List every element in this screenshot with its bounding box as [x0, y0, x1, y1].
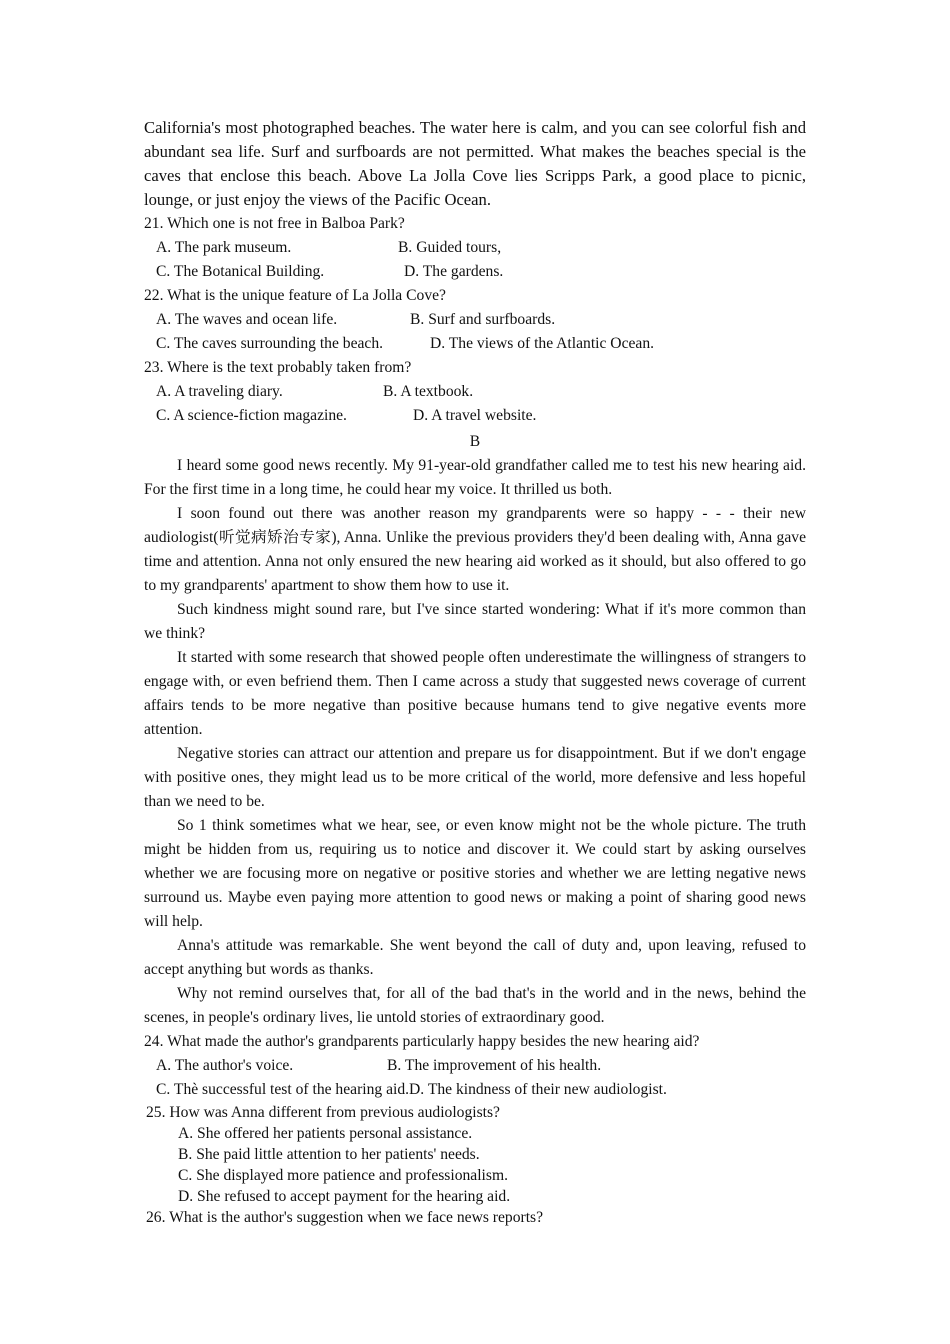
question-23 [144, 356, 806, 428]
option-a: A. A traveling diary. [156, 383, 283, 400]
option-c: C. The Botanical Building. [156, 263, 325, 280]
question-26 [144, 1207, 806, 1228]
passage-paragraph: It started with some research that showed people often underestimate the willingness of strangers to engage with, or even befriend them. Then I came across a study that suggested news coverage of current affairs tends to be more negative than positive because humans tend to give negative events more attention. [144, 649, 806, 738]
question-stem: 25. How was Anna different from previous audiologists? [146, 1104, 500, 1121]
option-d: D. The views of the Atlantic Ocean. [430, 335, 655, 352]
option-c: C. The caves surrounding the beach. [156, 335, 384, 352]
option-c: C. She displayed more patience and professionalism. [178, 1167, 508, 1184]
question-stem: 23. Where is the text probably taken from? [144, 359, 412, 376]
section-b-heading: B [469, 433, 481, 450]
passage-paragraph: I soon found out there was another reason my grandparents were so happy - - - their new audiologist(听觉病矫治专家), Anna. Unlike the previous providers they'd been dealing with, Anna gave time and attention. Anna not only ensured the new hearing aid worked as it should, but also offered to go to my grandparents' apartment to show them how to use it. [144, 505, 806, 594]
passage-a-tail: California's most photographed beaches. The water here is calm, and you can see colorful fish and abundant sea life. Surf and surfboards are not permitted. What makes the beaches special is the caves that enclose this beach. Above La Jolla Cove lies Scripps Park, a good place to picnic, lounge, or just enjoy the views of the Pacific Ocean. [144, 118, 806, 209]
option-d: D. The gardens. [404, 263, 504, 280]
option-b: B. Surf and surfboards. [410, 311, 556, 328]
option-a: A. The park museum. [156, 239, 292, 256]
option-b: B. A textbook. [383, 383, 474, 400]
option-b: B. The improvement of his health. [387, 1057, 602, 1074]
question-stem: 22. What is the unique feature of La Jolla Cove? [144, 287, 446, 304]
question-21 [144, 212, 806, 284]
option-b: B. She paid little attention to her patients' needs. [178, 1146, 480, 1163]
passage-paragraph: Anna's attitude was remarkable. She went beyond the call of duty and, upon leaving, refused to accept anything but words as thanks. [144, 937, 806, 978]
option-c-and-d: C. Thè successful test of the hearing aid.D. The kindness of their new audiologist. [156, 1081, 667, 1098]
question-stem: 26. What is the author's suggestion when we face news reports? [146, 1209, 544, 1226]
passage-paragraph: Why not remind ourselves that, for all of the bad that's in the world and in the news, behind the scenes, in people's ordinary lives, lie untold stories of extraordinary good. [144, 985, 806, 1026]
passage-paragraph: I heard some good news recently. My 91-year-old grandfather called me to test his new hearing aid. For the first time in a long time, he could hear my voice. It thrilled us both. [144, 457, 806, 498]
option-a: A. She offered her patients personal assistance. [178, 1125, 473, 1142]
option-a: A. The waves and ocean life. [156, 311, 338, 328]
option-d: D. A travel website. [413, 407, 537, 424]
question-stem: 24. What made the author's grandparents particularly happy besides the new hearing aid? [144, 1033, 700, 1050]
passage-paragraph: Negative stories can attract our attention and prepare us for disappointment. But if we don't engage with positive ones, they might lead us to be more critical of the world, more defensive and less hopeful than we need to be. [144, 745, 806, 810]
question-25 [144, 1102, 806, 1207]
option-b: B. Guided tours, [398, 239, 502, 256]
option-c: C. A science-fiction magazine. [156, 407, 347, 424]
option-a: A. The author's voice. [156, 1057, 294, 1074]
question-22 [144, 284, 806, 356]
document-page [144, 116, 806, 1228]
passage-b [144, 454, 806, 1030]
question-stem: 21. Which one is not free in Balboa Park? [144, 215, 405, 232]
passage-paragraph: So 1 think sometimes what we hear, see, or even know might not be the whole picture. The truth might be hidden from us, requiring us to notice and discover it. We could start by asking ourselves whether we are focusing more on negative or positive stories and whether we are letting negative news surround us. Maybe even paying more attention to good news or making a point of sharing good news will help. [144, 817, 806, 930]
passage-paragraph: Such kindness might sound rare, but I've since started wondering: What if it's more common than we think? [144, 601, 806, 642]
option-d: D. She refused to accept payment for the hearing aid. [178, 1188, 511, 1205]
question-24 [144, 1030, 806, 1102]
